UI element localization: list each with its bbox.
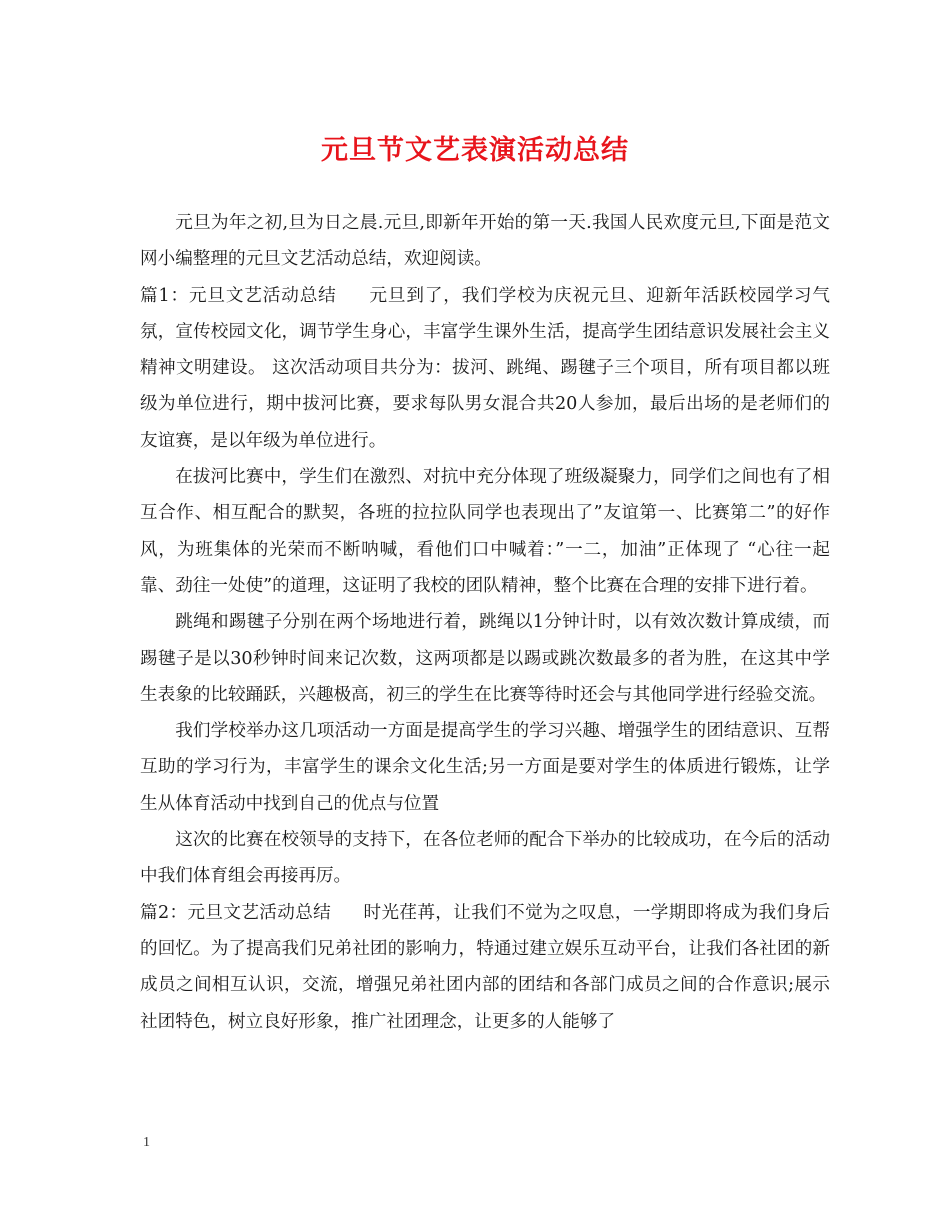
- section-1-paragraph-5: 这次的比赛在校领导的支持下，在各位老师的配合下举办的比较成功，在今后的活动中我们体育组会再接再厉。: [140, 830, 830, 887]
- section-2-lead-paragraph: [140, 895, 830, 1040]
- section-1-lead-paragraph: [140, 278, 830, 459]
- document-body: [140, 205, 830, 1040]
- page-number: 1: [143, 1135, 150, 1150]
- document-title: 元旦节文艺表演活动总结: [321, 135, 629, 166]
- section-1-heading: 篇1：元旦文艺活动总结: [140, 285, 337, 306]
- section-1-paragraph-2: 在拔河比赛中，学生们在激烈、对抗中充分体现了班级凝聚力，同学们之间也有了相互合作、相互配合的默契，各班的拉拉队同学也表现出了”友谊第一、比赛第二”的好作风，为班集体的光荣而不断呐喊，看他们口中喊着：”一二，加油”正体现了 “心往一起靠、劲往一处使”的道理，这证明了我校的团队精神，整个比赛在合理的安排下进行着。: [140, 467, 830, 596]
- intro-paragraph: 元旦为年之初,旦为日之晨.元旦,即新年开始的第一天.我国人民欢度元旦,下面是范文网小编整理的元旦文艺活动总结，欢迎阅读。: [140, 213, 830, 270]
- section-1-paragraph-4: 我们学校举办这几项活动一方面是提高学生的学习兴趣、增强学生的团结意识、互帮互助的学习行为，丰富学生的课余文化生活;另一方面是要对学生的体质进行锻炼，让学生从体育活动中找到自己的优点与位置: [140, 721, 830, 814]
- section-1-lead-text: 元旦到了，我们学校为庆祝元旦、迎新年活跃校园学习气氛，宣传校园文化，调节学生身心，丰富学生课外生活，提高学生团结意识发展社会主义精神文明建设。 这次活动项目共分为：拔河、跳绳、踢毽子三个项目，所有项目都以班级为单位进行，期中拔河比赛，要求每队男女混合共20人参加，最后出场的是老师们的友谊赛，是以年级为单位进行。: [140, 285, 830, 451]
- section-1-paragraph-3: 跳绳和踢毽子分别在两个场地进行着，跳绳以1分钟计时，以有效次数计算成绩，而踢毽子是以30秒钟时间来记次数，这两项都是以踢或跳次数最多的者为胜，在这其中学生表象的比较踊跃，兴趣极高，初三的学生在比赛等待时还会与其他同学进行经验交流。: [140, 612, 830, 705]
- section-2-lead-text: 时光荏苒，让我们不觉为之叹息，一学期即将成为我们身后的回忆。为了提高我们兄弟社团的影响力，特通过建立娱乐互动平台，让我们各社团的新成员之间相互认识，交流，增强兄弟社团内部的团结和各部门成员之间的合作意识;展示社团特色，树立良好形象，推广社团理念，让更多的人能够了: [140, 902, 830, 1032]
- section-2-heading: 篇2：元旦文艺活动总结: [140, 902, 332, 923]
